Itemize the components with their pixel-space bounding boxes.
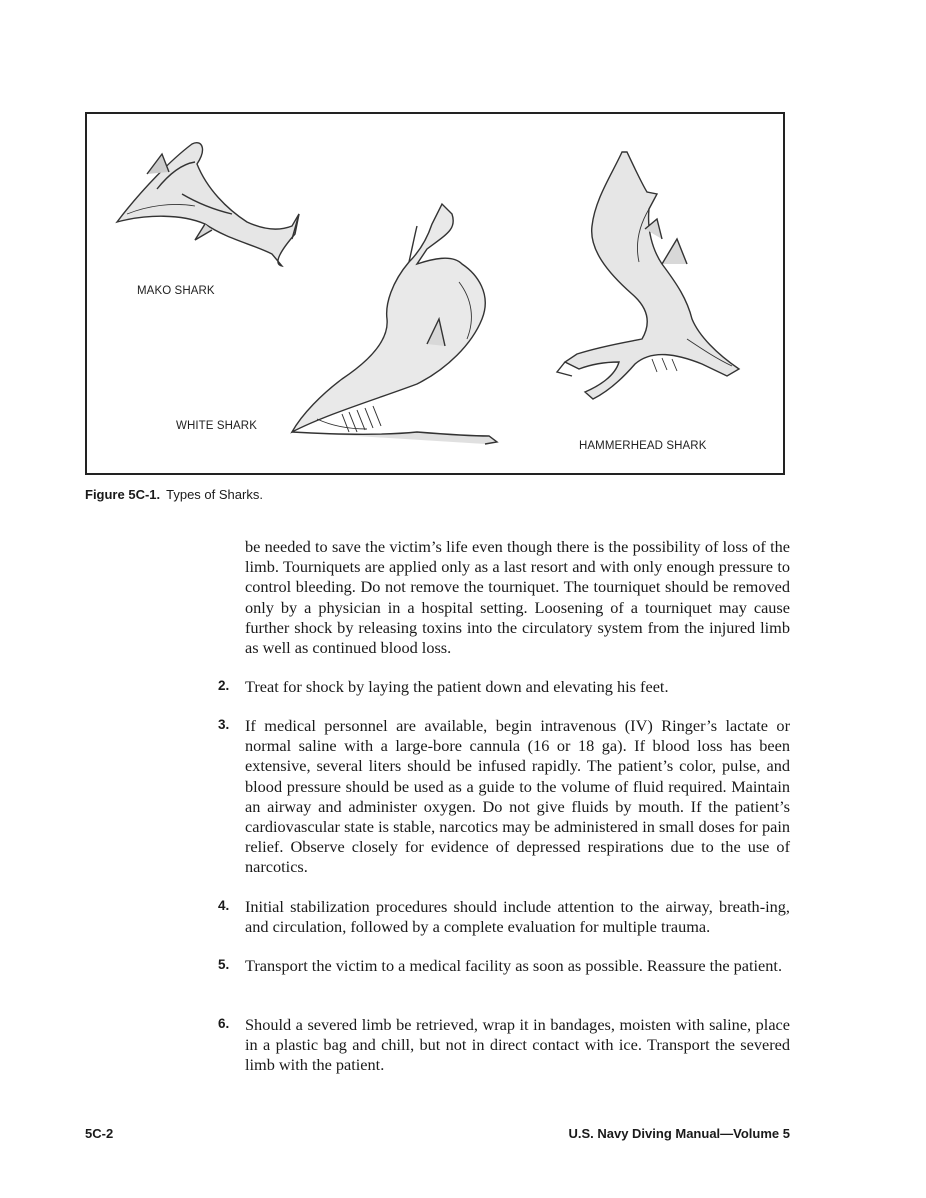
white-shark-label: WHITE SHARK bbox=[176, 420, 257, 432]
list-item bbox=[218, 1015, 790, 1076]
list-item-text: Transport the victim to a medical facility as soon as possible. Reassure the patient. bbox=[245, 956, 783, 975]
white-shark-drawing bbox=[292, 204, 497, 444]
mako-shark-label: MAKO SHARK bbox=[137, 285, 215, 297]
figure-caption bbox=[85, 487, 263, 502]
continuation-paragraph: be needed to save the victim’s life even though there is the possibility of loss of the limb. Tourniquets are applied only as a last resort and with only enough pressure to control bleeding. Do not remove the tourniquet. The tourniquet should be removed only by a physician in a hospital setting. Loosening of a tourniquet may cause further shock by releasing toxins into the circulatory system from the injured limb as well as continued blood loss. bbox=[245, 537, 790, 658]
footer-page-number: 5C-2 bbox=[85, 1126, 114, 1141]
mako-shark-drawing bbox=[117, 143, 299, 266]
figure-number: Figure 5C-1. bbox=[85, 487, 161, 502]
hammerhead-shark-label: HAMMERHEAD SHARK bbox=[579, 440, 707, 452]
list-item-text: Should a severed limb be retrieved, wrap it in bandages, moisten with saline, place in a plastic bag and chill, but not in direct contact with ice. Transport the severed limb with the patient. bbox=[245, 1015, 790, 1075]
list-item bbox=[218, 956, 790, 976]
list-item-text: Treat for shock by laying the patient down and elevating his feet. bbox=[245, 677, 669, 696]
figure-caption-text: Types of Sharks. bbox=[166, 487, 263, 502]
figure-box bbox=[85, 112, 785, 475]
hammerhead-shark-drawing bbox=[557, 152, 739, 399]
list-item bbox=[218, 897, 790, 937]
list-item bbox=[218, 677, 790, 697]
list-item bbox=[218, 716, 790, 878]
list-item-text: If medical personnel are available, begin intravenous (IV) Ringer’s lactate or normal saline with a large-bore cannula (16 or 18 ga). If blood loss has been extensive, several liters should be infused rapidly. The patient’s color, pulse, and blood pressure should be used as a guide to the volume of fluid required. Maintain an airway and administer oxygen. Do not give fluids by mouth. If the patient’s cardiovascular state is stable, narcotics may be administered in small doses for pain relief. Observe closely for evidence of depressed respirations due to the use of narcotics. bbox=[245, 716, 790, 877]
list-item-number: 5. bbox=[218, 957, 230, 972]
list-item-number: 6. bbox=[218, 1016, 230, 1031]
list-item-text: Initial stabilization procedures should include attention to the airway, breath-ing, and circulation, followed by a complete evaluation for multiple trauma. bbox=[245, 897, 790, 937]
list-item-number: 3. bbox=[218, 717, 230, 732]
list-item-number: 4. bbox=[218, 898, 230, 913]
list-item-number: 2. bbox=[218, 678, 230, 693]
footer-manual-title: U.S. Navy Diving Manual—Volume 5 bbox=[568, 1126, 790, 1141]
